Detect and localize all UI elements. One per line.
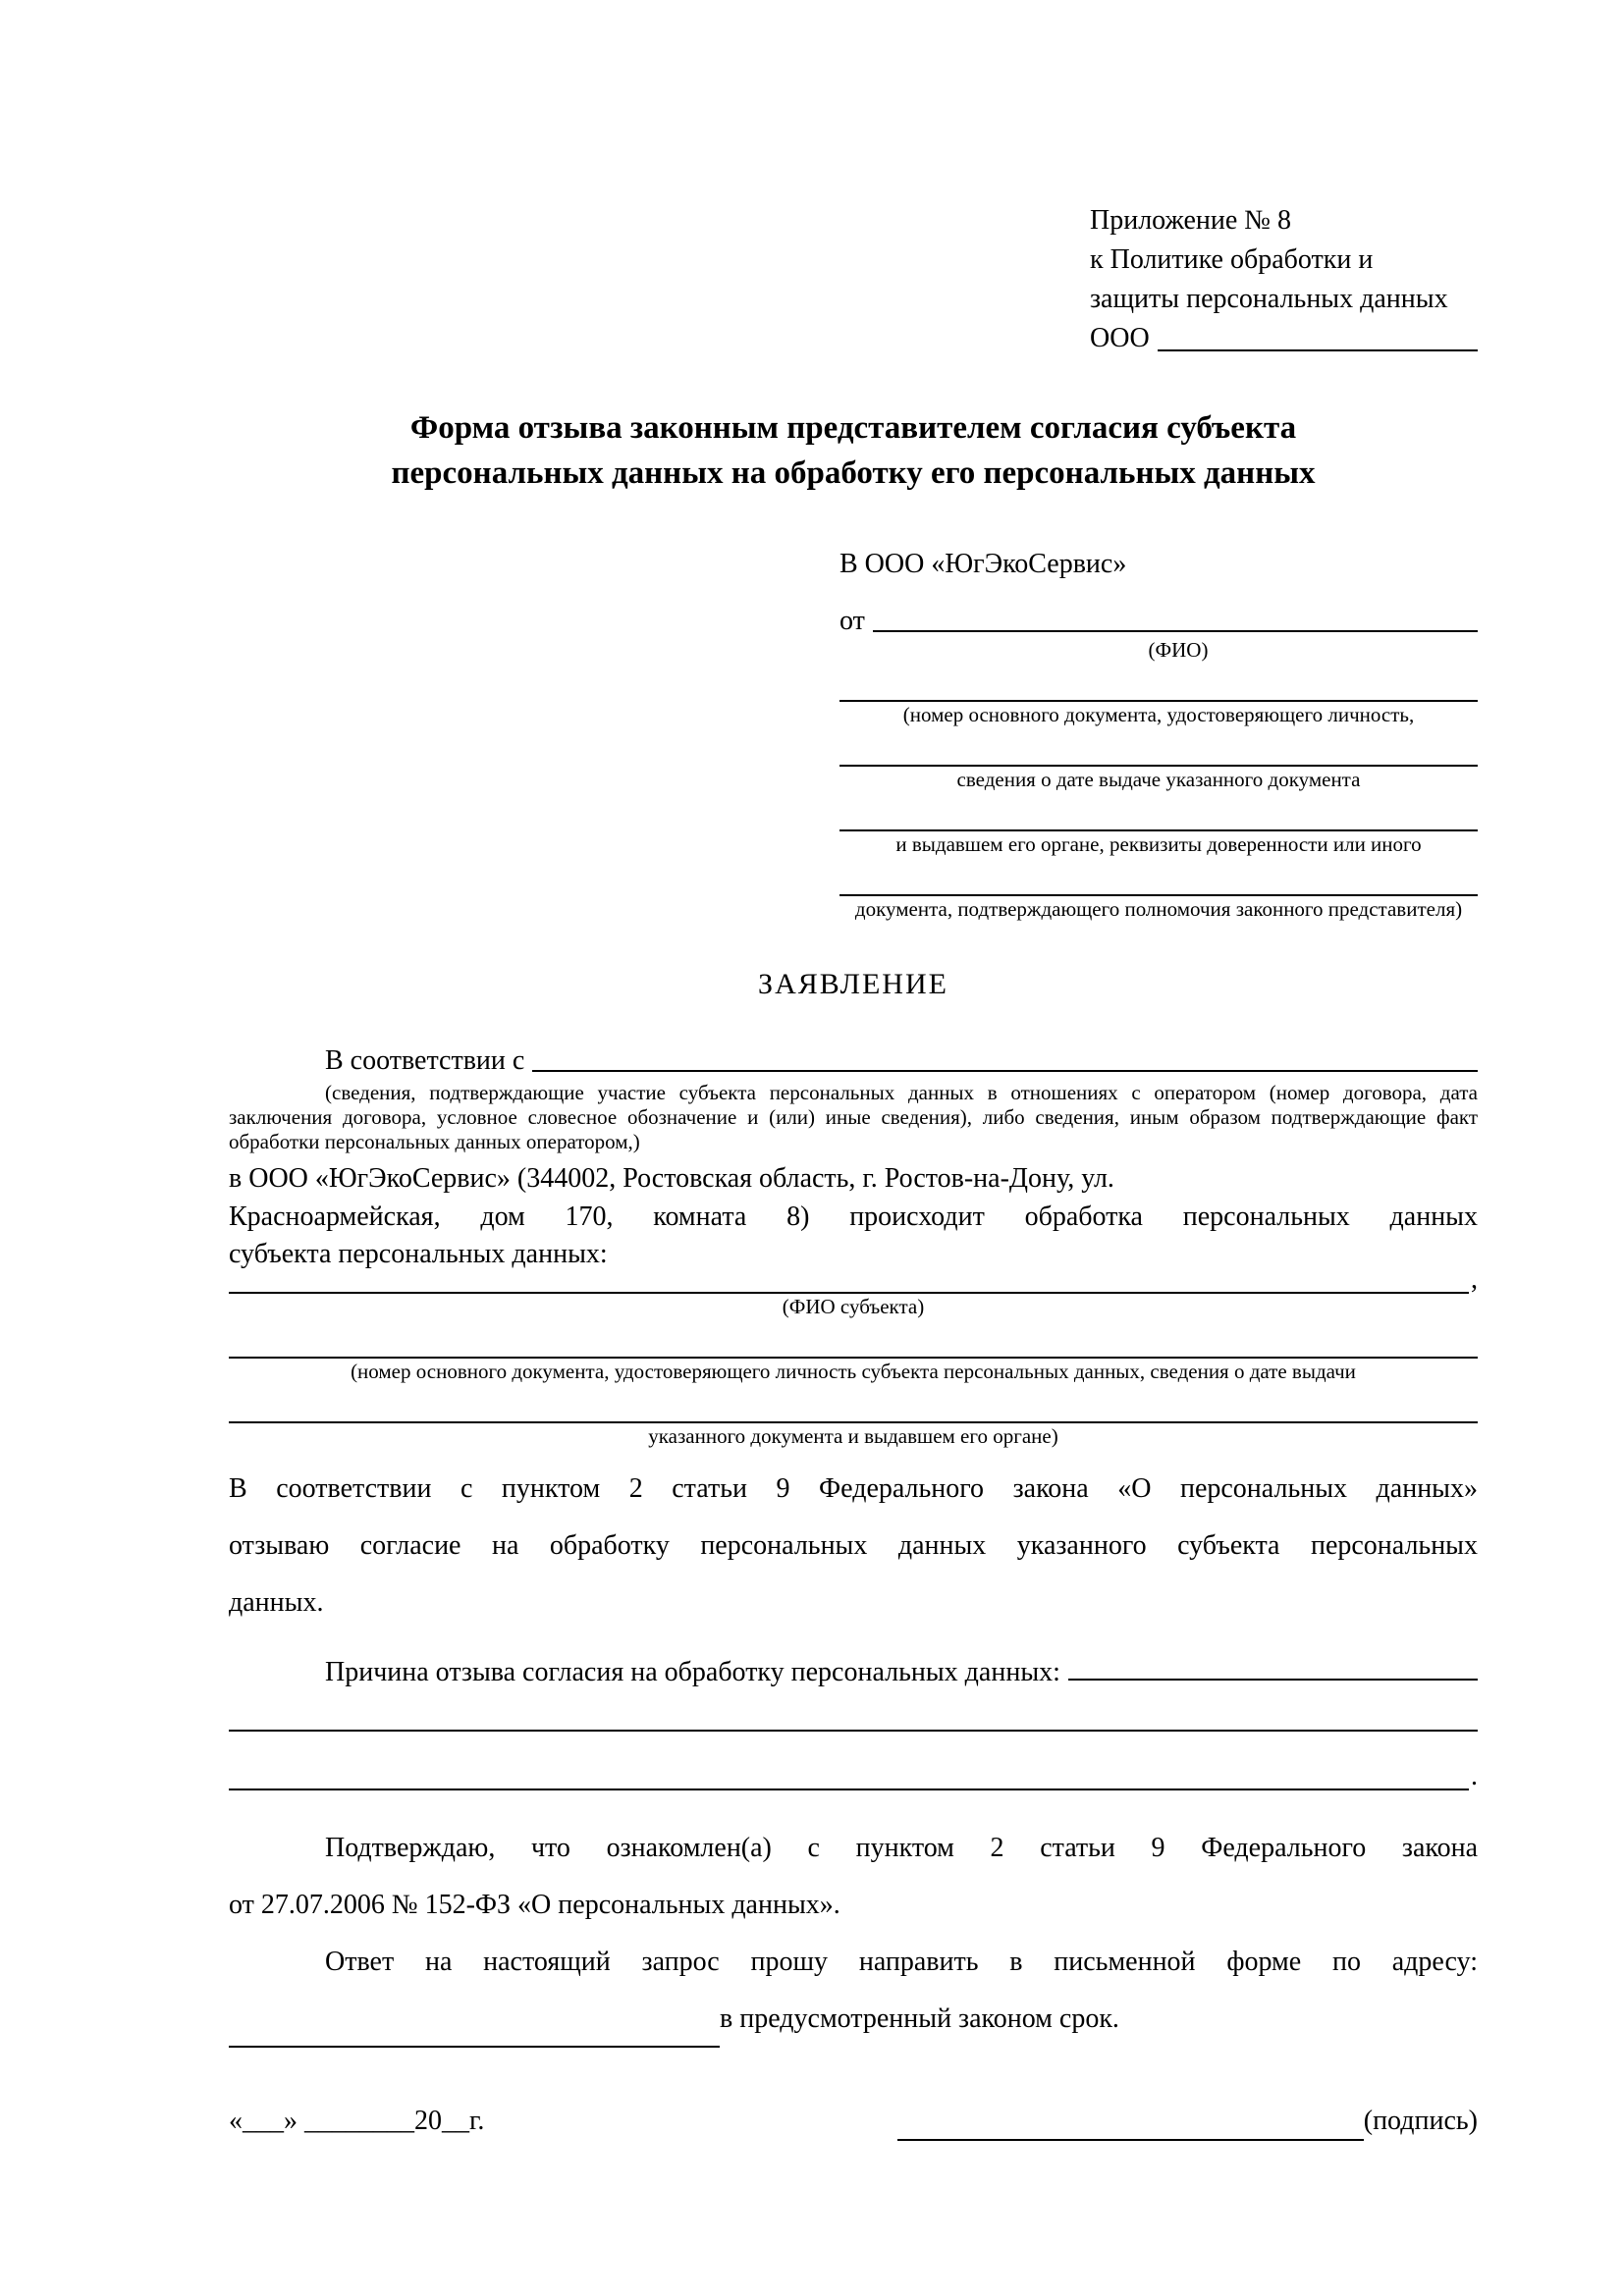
document-title-line: персональных данных на обработку его персональных данных — [391, 455, 1316, 491]
appendix-block — [1090, 201, 1478, 358]
reason-blank-row-3 — [229, 1734, 1478, 1790]
withdraw-paragraph — [229, 1461, 1478, 1631]
reply-address-row — [229, 1991, 1478, 2048]
statement-heading: ЗАЯВЛЕНИЕ — [758, 968, 948, 1000]
paragraph-line: обработки персональных данных оператором,) — [229, 1130, 640, 1153]
from-label: от — [839, 606, 865, 636]
appendix-line: к Политике обработки и — [1090, 244, 1374, 275]
in-accordance-blank-line — [532, 1070, 1478, 1072]
doc-field-group — [839, 733, 1478, 792]
footer-row — [229, 2102, 1478, 2141]
paragraph-line: (сведения, подтверждающие участие субъекта персональных данных в отношениях с оператором (номер договора, дата — [325, 1081, 1478, 1104]
signature-blank-line — [897, 2106, 1364, 2141]
subject-fio-comma: , — [1471, 1263, 1478, 1295]
reason-blank-line-3 — [229, 1732, 1469, 1790]
addressee-company: В ООО «ЮгЭкоСервис» — [839, 549, 1127, 579]
doc-caption: и выдавшем его органе, реквизиты доверенности или иного — [895, 832, 1422, 856]
signature-caption: (подпись) — [1363, 2105, 1478, 2136]
paragraph-line: субъекта персональных данных: — [229, 1239, 608, 1269]
appendix-line: защиты персональных данных — [1090, 284, 1448, 314]
doc-field-group — [839, 863, 1478, 922]
reason-period: . — [1471, 1760, 1478, 1791]
doc-blank-line — [839, 668, 1478, 702]
doc-blank-line — [839, 733, 1478, 767]
appendix-ooo-row — [1090, 319, 1478, 358]
paragraph-line: отзываю согласие на обработку персональных данных указанного субъекта персональных — [229, 1529, 1478, 1561]
subject-doc-blank-line — [229, 1390, 1478, 1423]
paragraph-line: Подтверждаю, что ознакомлен(а) с пунктом 2 статьи 9 Федерального закона — [325, 1832, 1478, 1863]
reply-address-blank-line — [229, 1997, 720, 2048]
doc-blank-line — [839, 798, 1478, 831]
paragraph-line: от 27.07.2006 № 152-ФЗ «О персональных данных». — [229, 1889, 840, 1920]
addressee-block — [839, 545, 1478, 922]
doc-blank-line — [839, 863, 1478, 896]
reason-row — [229, 1631, 1478, 1688]
reason-blank-line-2 — [229, 1688, 1478, 1732]
paragraph-line: данных. — [229, 1586, 324, 1618]
subject-doc-caption: указанного документа и выдавшем его органе) — [648, 1423, 1058, 1448]
ooo-blank-line — [1158, 349, 1478, 351]
subject-fio-caption: (ФИО субъекта) — [782, 1294, 925, 1318]
doc-field-group — [839, 668, 1478, 727]
paragraph-line: в ООО «ЮгЭкоСервис» (344002, Ростовская область, г. Ростов-на-Дону, ул. — [229, 1163, 1114, 1194]
paragraph-line: В соответствии с пунктом 2 статьи 9 Федерального закона «О персональных данных» — [229, 1472, 1478, 1504]
signature-block — [897, 2102, 1478, 2141]
subject-fio-row — [229, 1263, 1478, 1295]
subject-doc-group — [229, 1390, 1478, 1449]
in-accordance-row — [229, 1038, 1478, 1077]
reason-blank-line — [1068, 1679, 1478, 1681]
paragraph-line: Ответ на настоящий запрос прошу направить в письменной форме по адресу: — [325, 1946, 1478, 1977]
fine-print-paragraph — [229, 1081, 1478, 1154]
date-blank: «___» ________20__г. — [229, 2105, 485, 2136]
subject-fio-blank-line — [229, 1274, 1469, 1294]
appendix-line: Приложение № 8 — [1090, 205, 1291, 236]
fio-caption: (ФИО) — [1148, 638, 1209, 662]
in-accordance-label: В соответствии с — [325, 1045, 525, 1076]
operator-paragraph — [229, 1160, 1478, 1274]
paragraph-line: заключения договора, условное словесное обозначение и (или) иные сведения), либо сведения, иным образом подтверждающие факт — [229, 1105, 1478, 1129]
doc-caption: (номер основного документа, удостоверяющего личность, — [902, 703, 1415, 726]
reply-intro-paragraph — [229, 1934, 1478, 1991]
doc-caption: документа, подтверждающего полномочия законного представителя) — [854, 897, 1463, 921]
reply-end-text: в предусмотренный законом срок. — [720, 2002, 1119, 2034]
doc-field-group — [839, 798, 1478, 857]
document-title-line: Форма отзыва законным представителем согласия субъекта — [409, 410, 1297, 446]
reason-label: Причина отзыва согласия на обработку персональных данных: — [325, 1656, 1060, 1687]
paragraph-line: Красноармейская, дом 170, комната 8) происходит обработка персональных данных — [229, 1201, 1478, 1232]
from-row — [839, 598, 1478, 637]
confirm-paragraph — [229, 1820, 1478, 1934]
subject-doc-group — [229, 1325, 1478, 1384]
doc-caption: сведения о дате выдаче указанного документа — [956, 768, 1361, 791]
document-title — [229, 405, 1478, 496]
ooo-label: ООО — [1090, 323, 1150, 353]
subject-doc-caption: (номер основного документа, удостоверяющего личность субъекта персональных данных, сведения о дате выдачи — [351, 1359, 1356, 1383]
from-blank-line — [873, 630, 1478, 632]
subject-doc-blank-line — [229, 1325, 1478, 1359]
